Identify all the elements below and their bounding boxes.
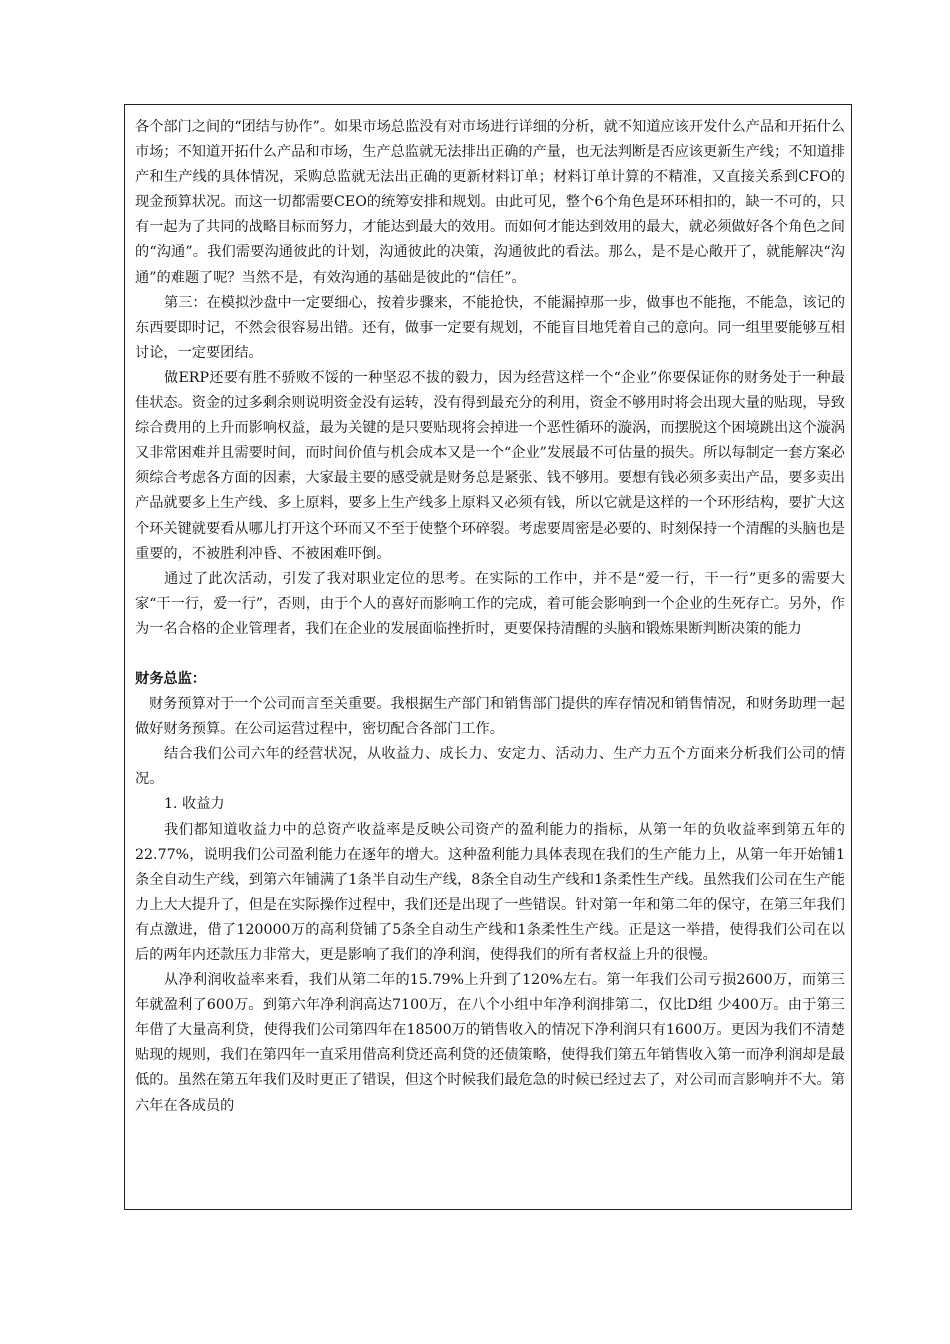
paragraph-third-point: 第三：在模拟沙盘中一定要细心，按着步骤来，不能抢快，不能漏掉那一步，做事也不能拖，不能急，该记的东西要即时记，不然会很容易出错。还有，做事一定要有规划，不能盲目地凭着自己的意向。同一组里要能够互相讨论，一定要团结。 — [135, 294, 846, 361]
paragraph-erp-perseverance: 做ERP还要有胜不骄败不馁的一种坚忍不拔的毅力，因为经营这样一个“企业”你要保证你的财务处于一种最佳状态。资金的过多剩余则说明资金没有运转，没有得到最充分的利用，资金不够用时将会出现大量的贴现，导致综合费用的上升而影响权益，最为关键的是只要贴现将会掉进一个恶性循环的漩涡，而摆脱这个困境跳出这个漩涡又非常困难并且需要时间，而时间价值与机会成本又是一个“企业”发展最不可估量的损失。所以每制定一套方案必须综合考虑各方面的因素，大家最主要的感受就是财务总是紧张、钱不够用。要想有钱必须多卖出产品，要多卖出产品就要多上生产线、多上原料，要多上生产线多上原料又必须有钱，所以它就是这样的一个环形结构，要扩大这个环关键就要看从哪儿打开这个环而又不至于使整个环碎裂。考虑要周密是必要的、时刻保持一个清醒的头脑也是重要的，不被胜利冲昏、不被困难吓倒。 — [135, 369, 845, 562]
paragraph-budget: 财务预算对于一个公司而言至关重要。我根据生产部门和销售部门提供的库存情况和销售情况，和财务助理一起做好财务预算。在公司运营过程中，密切配合各部门工作。 — [135, 696, 845, 738]
spacer — [135, 642, 845, 667]
paragraph-career-reflection: 通过了此次活动，引发了我对职业定位的思考。在实际的工作中，并不是“爱一行，干一行”更多的需要大家“干一行，爱一行”，否则，由于个人的喜好而影响工作的完成，着可能会影响到一个企业的生死存亡。另外，作为一名合格的企业管理者，我们在企业的发展面临挫折时，更要保持清醒的头脑和锻炼果断判断决策的能力 — [135, 570, 845, 637]
paragraph-analysis-intro: 结合我们公司六年的经营状况，从收益力、成长力、安定力、活动力、生产力五个方面来分析我们公司的情况。 — [135, 746, 845, 788]
paragraph-roa: 我们都知道收益力中的总资产收益率是反映公司资产的盈利能力的指标，从第一年的负收益率到第五年的22.77%，说明我们公司盈利能力在逐年的增大。这种盈利能力具体表现在我们的生产能力上，从第一年开始铺1条全自动生产线，到第六年铺满了1条半自动生产线，8条全自动生产线和1条柔性生产线。虽然我们公司在生产能力上大大提升了，但是在实际操作过程中，我们还是出现了一些错误。针对第一年和第二年的保守，在第三年我们有点激进，借了120000万的高利贷铺了5条全自动生产线和1条柔性生产线。正是这一举措，使得我们公司在以后的两年内还款压力非常大，更是影响了我们的净利润，使得我们的所有者权益上升的很慢。 — [135, 821, 845, 963]
paragraph-net-profit: 从净利润收益率来看，我们从第二年的15.79%上升到了120%左右。第一年我们公司亏损2600万，而第三年就盈利了600万。到第六年净利润高达7100万，在八个小组中年净利润排第二，仅比D组 少400万。由于第三年借了大量高利贷，使得我们公司第四年在18500万的销售收入的情况下净利润只有1600万。更因为我们不清楚贴现的规则，我们在第四年一直采用借高利贷还高利贷的还债策略，使得我们第五年销售收入第一而净利润却是最低的。虽然在第五年我们及时更正了错误，但这个时候我们最危急的时候已经过去了，对公司而言影响并不大。第六年在各成员的 — [135, 972, 845, 1114]
subheading-profitability: 1. 收益力 — [164, 796, 225, 813]
paragraph-teamwork: 各个部门之间的“团结与协作”。如果市场总监没有对市场进行详细的分析，就不知道应该开发什么产品和开拓什么市场；不知道开拓什么产品和市场，生产总监就无法排出正确的产量，也无法判断是否应该更新生产线；不知道排产和生产线的具体情况，采购总监就无法出正确的更新材料订单；材料订单计算的不精准，又直接关系到CFO的现金预算状况。而这一切都需要CEO的统筹安排和规划。由此可见，整个6个角色是环环相扣的，缺一不可的，只有一起为了共同的战略目标而努力，才能达到最大的效用。而如何才能达到效用的最大，就必须做好各个角色之间的“沟通”。我们需要沟通彼此的计划，沟通彼此的决策，沟通彼此的看法。那么，是不是心敞开了，就能解决“沟通”的难题了呢？当然不是，有效沟通的基础是彼此的“信任”。 — [135, 119, 845, 286]
document-frame — [124, 104, 852, 1210]
section-heading-cfo: 财务总监： — [135, 670, 206, 687]
